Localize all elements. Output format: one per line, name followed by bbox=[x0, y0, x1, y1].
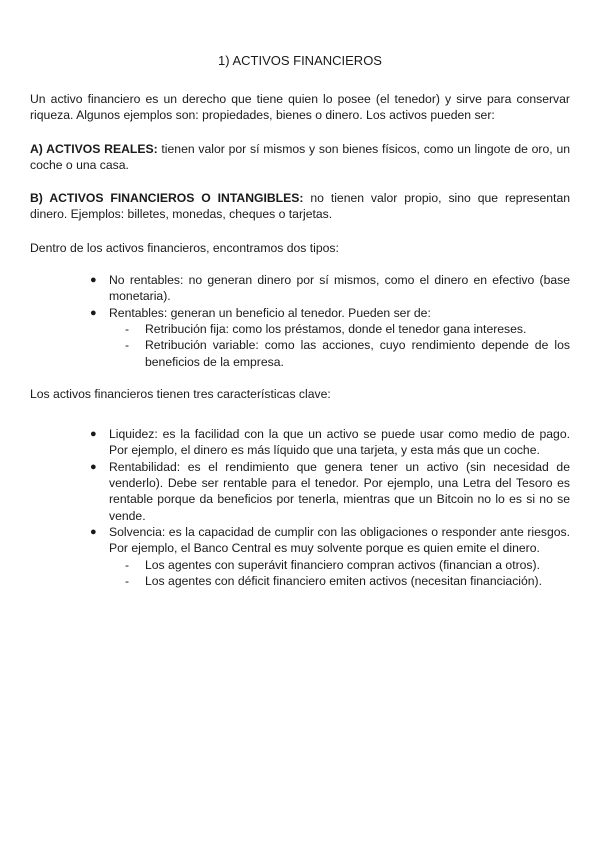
dash-icon: - bbox=[125, 573, 130, 588]
bullet-icon: ● bbox=[90, 274, 97, 287]
section-a-text: tienen valor por sí mismos y son bienes físicos, como un lingote de oro, un coche o una casa. bbox=[30, 141, 570, 172]
intro-paragraph: Un activo financiero es un derecho que tiene quien lo posee (el tenedor) y sirve para conservar riqueza. Algunos ejemplos son: propiedades, bienes o dinero. Los activos pueden ser: bbox=[30, 92, 570, 123]
features-intro: Los activos financieros tienen tres características clave: bbox=[30, 386, 331, 401]
list-item bbox=[30, 459, 570, 524]
sublist bbox=[109, 321, 570, 370]
page-title: 1) ACTIVOS FINANCIEROS bbox=[218, 53, 382, 68]
list-item bbox=[30, 305, 570, 370]
section-b-text: no tienen valor propio, sino que representan dinero. Ejemplos: billetes, monedas, cheques o tarjetas. bbox=[30, 191, 570, 222]
list-item-text: No rentables: no generan dinero por sí mismos, como el dinero en efectivo (base monetaria). bbox=[109, 273, 570, 304]
types-list bbox=[30, 272, 570, 370]
sublist-item bbox=[109, 321, 570, 337]
section-a-label: A) ACTIVOS REALES: bbox=[30, 141, 158, 156]
list-item-text: Liquidez: es la facilidad con la que un activo se puede usar como medio de pago. Por ejemplo, el dinero es más líquido que una tarjeta, y esta más que un coche. bbox=[109, 427, 570, 458]
list-item bbox=[30, 426, 570, 459]
section-b-paragraph bbox=[30, 190, 570, 223]
bullet-icon: ● bbox=[90, 525, 97, 538]
section-b-label: B) ACTIVOS FINANCIEROS O INTANGIBLES: bbox=[30, 191, 304, 206]
section-a-paragraph bbox=[30, 141, 570, 174]
bullet-icon: ● bbox=[90, 460, 97, 473]
sublist-item-text: Los agentes con déficit financiero emiten activos (necesitan financiación). bbox=[145, 573, 542, 588]
list-item bbox=[30, 524, 570, 589]
dash-icon: - bbox=[125, 338, 130, 353]
dash-icon: - bbox=[125, 557, 130, 572]
sublist-item-text: Los agentes con superávit financiero compran activos (financian a otros). bbox=[145, 557, 540, 572]
features-list bbox=[30, 426, 570, 589]
list-item-text: Rentables: generan un beneficio al tenedor. Pueden ser de: bbox=[109, 305, 431, 320]
list-item-text: Rentabilidad: es el rendimiento que genera tener un activo (sin necesidad de venderlo). Debe ser rentable para el tenedor. Por ejemplo, una Letra del Tesoro es rentable porque da beneficios por tenerla, mientras que un Bitcoin no lo es si no se vende. bbox=[109, 459, 570, 523]
types-intro: Dentro de los activos financieros, encontramos dos tipos: bbox=[30, 240, 339, 255]
sublist-item bbox=[109, 337, 570, 370]
sublist-item-text: Retribución fija: como los préstamos, donde el tenedor gana intereses. bbox=[145, 321, 527, 336]
dash-icon: - bbox=[125, 321, 130, 336]
bullet-icon: ● bbox=[90, 306, 97, 319]
list-item bbox=[30, 272, 570, 305]
bullet-icon: ● bbox=[90, 428, 97, 441]
sublist-item bbox=[109, 573, 570, 589]
sublist-item bbox=[109, 557, 570, 573]
list-item-text: Solvencia: es la capacidad de cumplir con las obligaciones o responder ante riesgos. Por ejemplo, el Banco Central es muy solvente porque es quien emite el dinero. bbox=[109, 524, 570, 556]
sublist bbox=[109, 557, 570, 590]
sublist-item-text: Retribución variable: como las acciones, cuyo rendimiento depende de los beneficios de la empresa. bbox=[145, 338, 570, 369]
